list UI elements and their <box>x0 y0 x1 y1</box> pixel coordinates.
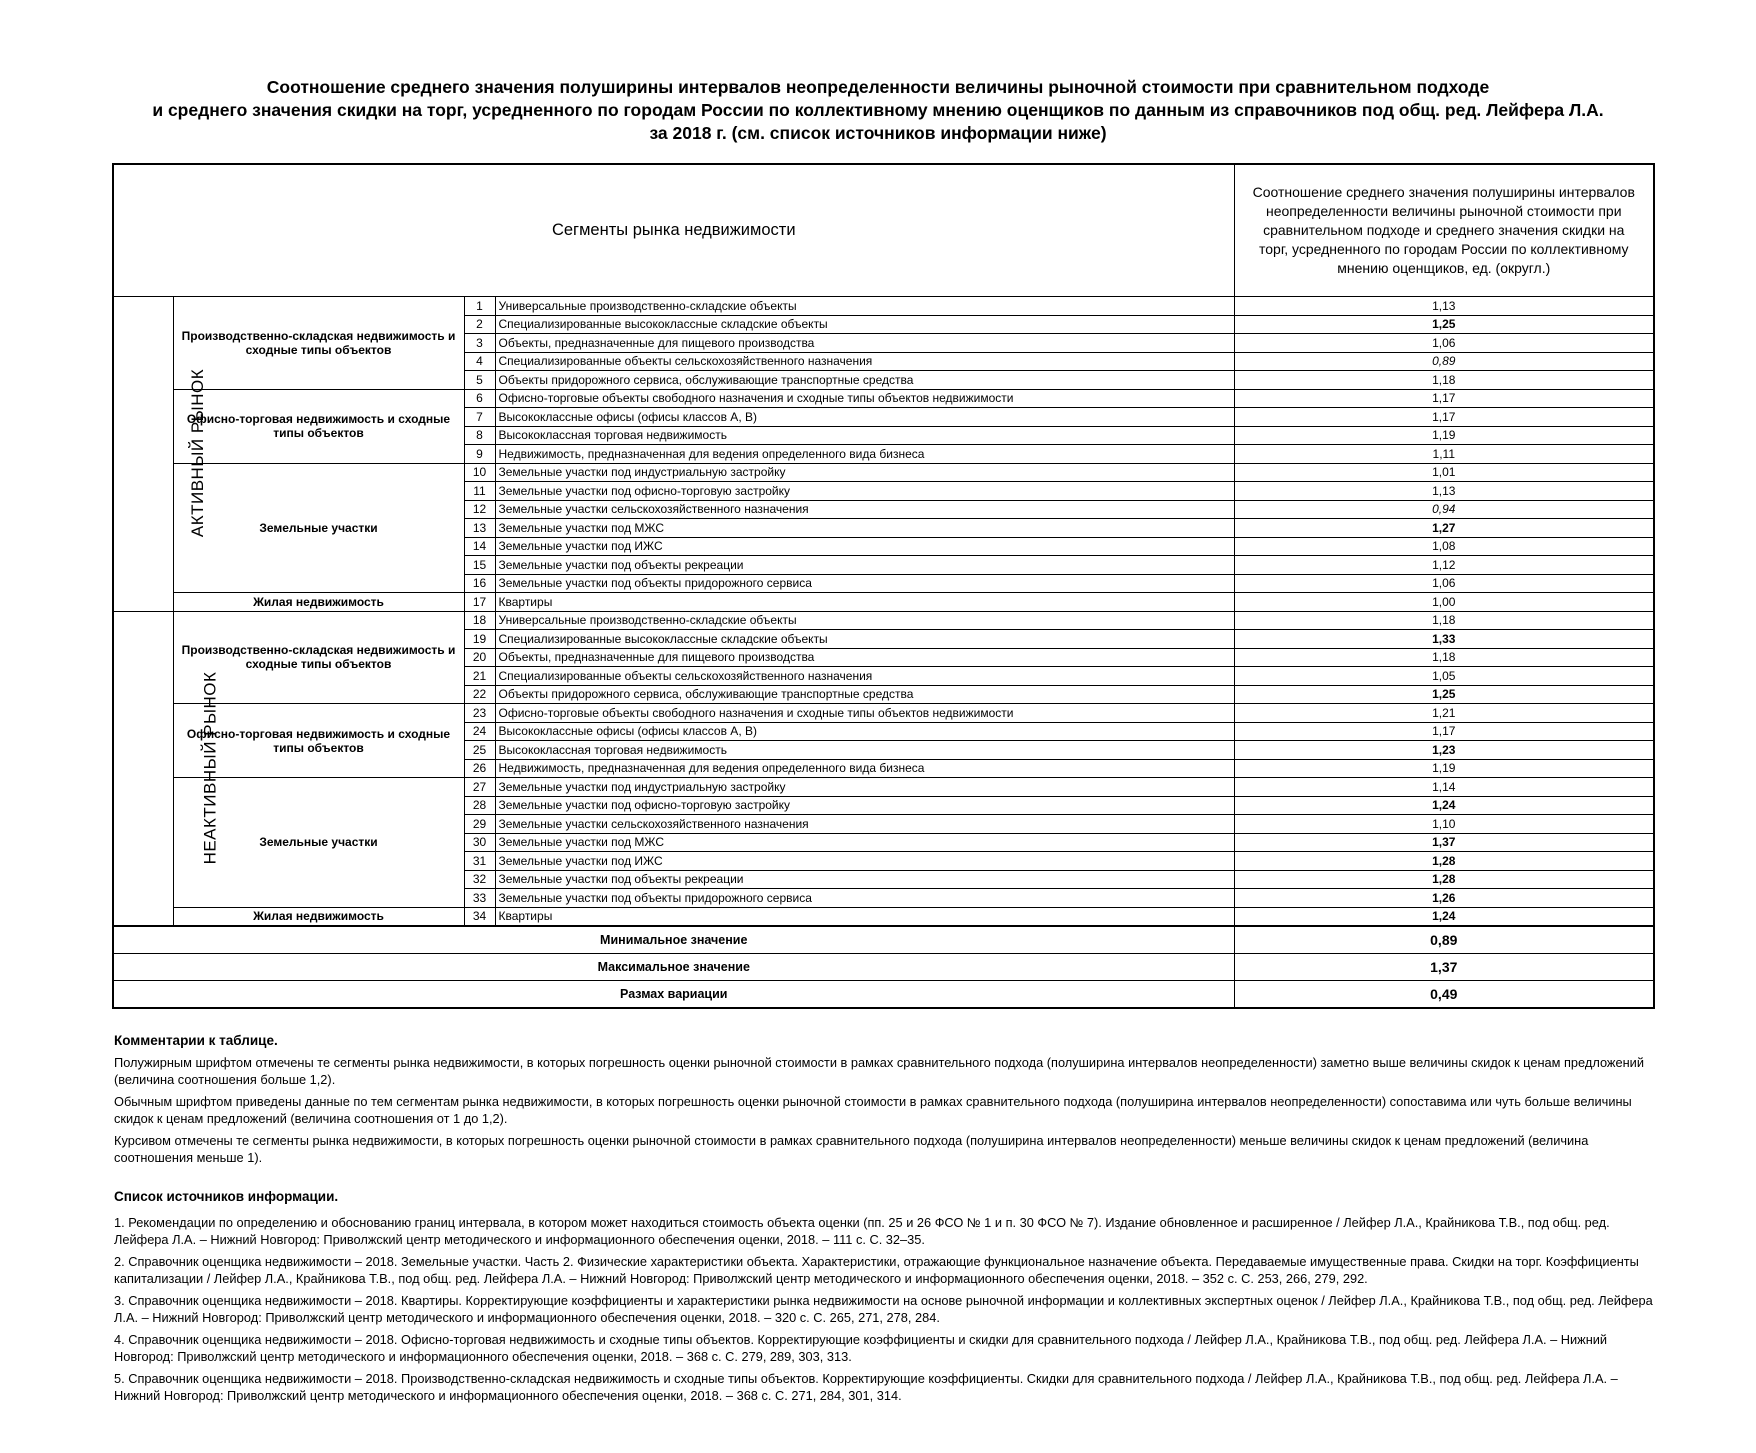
ratio-value: 1,06 <box>1234 574 1654 593</box>
ratio-value: 1,18 <box>1234 371 1654 390</box>
segment-name: Земельные участки под объекты придорожного сервиса <box>495 889 1234 908</box>
row-number: 4 <box>464 352 495 371</box>
page-title <box>60 76 1696 145</box>
ratio-value: 1,06 <box>1234 334 1654 353</box>
ratio-value: 1,24 <box>1234 796 1654 815</box>
ratio-value: 1,25 <box>1234 685 1654 704</box>
table-row <box>113 463 1654 482</box>
row-number: 31 <box>464 852 495 871</box>
segment-name: Земельные участки под офисно-торговую застройку <box>495 482 1234 501</box>
row-number: 33 <box>464 889 495 908</box>
summary-value: 0,49 <box>1234 981 1654 1009</box>
segment-name: Высококлассные офисы (офисы классов А, В) <box>495 722 1234 741</box>
row-number: 6 <box>464 389 495 408</box>
table-row <box>113 704 1654 723</box>
summary-row <box>113 954 1654 981</box>
segment-name: Земельные участки под индустриальную застройку <box>495 463 1234 482</box>
ratio-value: 1,21 <box>1234 704 1654 723</box>
row-number: 20 <box>464 648 495 667</box>
table-row <box>113 611 1654 630</box>
segment-name: Земельные участки под индустриальную застройку <box>495 778 1234 797</box>
row-number: 24 <box>464 722 495 741</box>
ratio-value: 1,19 <box>1234 759 1654 778</box>
ratio-value: 1,19 <box>1234 426 1654 445</box>
segment-name: Высококлассная торговая недвижимость <box>495 426 1234 445</box>
table-header-row <box>113 164 1654 297</box>
row-number: 23 <box>464 704 495 723</box>
row-number: 28 <box>464 796 495 815</box>
summary-value: 0,89 <box>1234 926 1654 954</box>
notes <box>114 1032 1659 1409</box>
ratio-value: 0,94 <box>1234 500 1654 519</box>
source-item: 2. Справочник оценщика недвижимости – 2018. Земельные участки. Часть 2. Физические характеристики объекта. Характеристики, отражающие функциональное назначение объекта. Передаваемые имущественные права. Скидки на торг. Коэффициенты капитализации / Лейфер Л.А., Крайникова Т.В., под общ. ред. Лейфера Л.А. – Нижний Новгород: Приволжский центр методического и информационного обеспечения оценки, 2018. – 352 с. С. 253, 266, 279, 292. <box>114 1254 1639 1286</box>
segment-name: Универсальные производственно-складские объекты <box>495 611 1234 630</box>
row-number: 1 <box>464 297 495 316</box>
segment-name: Объекты, предназначенные для пищевого производства <box>495 334 1234 353</box>
ratio-value: 1,17 <box>1234 389 1654 408</box>
title-line-2: и среднего значения скидки на торг, усредненного по городам России по коллективному мнению оценщиков по данным из справочников под общ. ред. Лейфера Л.А. <box>152 100 1604 120</box>
ratio-value: 1,17 <box>1234 722 1654 741</box>
segment-name: Высококлассная торговая недвижимость <box>495 741 1234 760</box>
ratio-value: 1,33 <box>1234 630 1654 649</box>
table-row <box>113 778 1654 797</box>
row-number: 17 <box>464 593 495 612</box>
row-number: 5 <box>464 371 495 390</box>
ratio-value: 1,14 <box>1234 778 1654 797</box>
market-label <box>113 297 208 612</box>
header-segments: Сегменты рынка недвижимости <box>113 164 1234 297</box>
market-label <box>113 611 220 926</box>
ratio-value: 1,10 <box>1234 815 1654 834</box>
segment-name: Объекты, предназначенные для пищевого производства <box>495 648 1234 667</box>
ratio-value: 1,00 <box>1234 593 1654 612</box>
ratio-value: 1,28 <box>1234 870 1654 889</box>
ratio-value: 1,01 <box>1234 463 1654 482</box>
segment-name: Универсальные производственно-складские объекты <box>495 297 1234 316</box>
row-number: 19 <box>464 630 495 649</box>
comments-title: Комментарии к таблице. <box>114 1033 278 1048</box>
segment-group: Жилая недвижимость <box>173 593 464 612</box>
segment-name: Специализированные высококлассные складские объекты <box>495 630 1234 649</box>
segment-name: Земельные участки под офисно-торговую застройку <box>495 796 1234 815</box>
market-label-text: НЕАКТИВНЫЙ РЫНОК <box>200 671 220 865</box>
segment-name: Земельные участки сельскохозяйственного назначения <box>495 500 1234 519</box>
header-value: Соотношение среднего значения полуширины интервалов неопределенности величины рыночной стоимости при сравнительном подходе и среднего значения скидки на торг, усредненного по городам России по коллективному мнению оценщиков, ед. (округл.) <box>1234 164 1654 297</box>
ratio-value: 1,13 <box>1234 297 1654 316</box>
row-number: 29 <box>464 815 495 834</box>
segment-group: Земельные участки <box>173 778 464 908</box>
segment-name: Специализированные объекты сельскохозяйственного назначения <box>495 667 1234 686</box>
ratio-value: 1,26 <box>1234 889 1654 908</box>
table-row <box>113 907 1654 926</box>
table-row <box>113 389 1654 408</box>
source-item: 3. Справочник оценщика недвижимости – 2018. Квартиры. Корректирующие коэффициенты и характеристики рынка недвижимости на основе рыночной информации и коллективных экспертных оценок / Лейфер Л.А., Крайникова Т.В., под общ. ред. Лейфера Л.А. – Нижний Новгород: Приволжский центр методического и информационного обеспечения оценки, 2018. – 320 с. С. 265, 271, 278, 284. <box>114 1293 1653 1325</box>
ratio-value: 0,89 <box>1234 352 1654 371</box>
segment-name: Специализированные объекты сельскохозяйственного назначения <box>495 352 1234 371</box>
row-number: 30 <box>464 833 495 852</box>
comment-italic: Курсивом отмечены те сегменты рынка недвижимости, в которых погрешность оценки рыночной стоимости в рамках сравнительного подхода (полуширина интервалов неопределенности) меньше величины скидок к ценам предложений (величина соотношения меньше 1). <box>114 1133 1589 1165</box>
comment-bold: Полужирным шрифтом отмечены те сегменты рынка недвижимости, в которых погрешность оценки рыночной стоимости в рамках сравнительного подхода (полуширина интервалов неопределенности) заметно выше величины скидок к ценам предложений (величина соотношения больше 1,2). <box>114 1055 1644 1087</box>
segment-group: Земельные участки <box>173 463 464 593</box>
segment-name: Земельные участки под МЖС <box>495 519 1234 538</box>
segment-name: Квартиры <box>495 593 1234 612</box>
segment-name: Земельные участки под объекты придорожного сервиса <box>495 574 1234 593</box>
ratio-value: 1,18 <box>1234 611 1654 630</box>
row-number: 9 <box>464 445 495 464</box>
market-label-text: АКТИВНЫЙ РЫНОК <box>188 369 208 538</box>
segment-name: Офисно-торговые объекты свободного назначения и сходные типы объектов недвижимости <box>495 389 1234 408</box>
summary-label: Размах вариации <box>113 981 1234 1009</box>
segment-name: Земельные участки под МЖС <box>495 833 1234 852</box>
segment-name: Специализированные высококлассные складские объекты <box>495 315 1234 334</box>
segment-name: Недвижимость, предназначенная для ведения определенного вида бизнеса <box>495 759 1234 778</box>
ratio-value: 1,23 <box>1234 741 1654 760</box>
row-number: 3 <box>464 334 495 353</box>
table-row <box>113 297 1654 316</box>
segment-group: Офисно-торговая недвижимость и сходные типы объектов <box>173 389 464 463</box>
summary-label: Минимальное значение <box>113 926 1234 954</box>
segment-name: Квартиры <box>495 907 1234 926</box>
ratio-value: 1,08 <box>1234 537 1654 556</box>
segment-group: Жилая недвижимость <box>173 907 464 926</box>
row-number: 25 <box>464 741 495 760</box>
row-number: 27 <box>464 778 495 797</box>
source-item: 5. Справочник оценщика недвижимости – 2018. Производственно-складская недвижимость и сходные типы объектов. Корректирующие коэффициенты. Скидки для сравнительного подхода / Лейфер Л.А., Крайникова Т.В., под общ. ред. Лейфера Л.А. – Нижний Новгород: Приволжский центр методического и информационного обеспечения оценки, 2018. – 368 с. С. 271, 284, 301, 314. <box>114 1371 1618 1403</box>
segment-name: Недвижимость, предназначенная для ведения определенного вида бизнеса <box>495 445 1234 464</box>
ratio-value: 1,05 <box>1234 667 1654 686</box>
row-number: 34 <box>464 907 495 926</box>
summary-row <box>113 926 1654 954</box>
row-number: 2 <box>464 315 495 334</box>
source-item: 4. Справочник оценщика недвижимости – 2018. Офисно-торговая недвижимость и сходные типы объектов. Корректирующие коэффициенты и скидки для сравнительного подхода / Лейфер Л.А., Крайникова Т.В., под общ. ред. Лейфера Л.А. – Нижний Новгород: Приволжский центр методического и информационного обеспечения оценки, 2018. – 368 с. С. 279, 289, 303, 313. <box>114 1332 1608 1364</box>
source-item: 1. Рекомендации по определению и обоснованию границ интервала, в котором может находиться стоимость объекта оценки (пп. 25 и 26 ФСО № 1 и п. 30 ФСО № 7). Издание обновленное и расширенное / Лейфер Л.А., Крайникова Т.В., под общ. ред. Лейфера Л.А. – Нижний Новгород: Приволжский центр методического и информационного обеспечения оценки, 2018. – 111 с. С. 32–35. <box>114 1215 1610 1247</box>
row-number: 18 <box>464 611 495 630</box>
segment-group: Производственно-складская недвижимость и сходные типы объектов <box>173 611 464 704</box>
ratio-value: 1,37 <box>1234 833 1654 852</box>
ratio-value: 1,17 <box>1234 408 1654 427</box>
ratio-value: 1,28 <box>1234 852 1654 871</box>
row-number: 10 <box>464 463 495 482</box>
ratio-value: 1,25 <box>1234 315 1654 334</box>
segment-name: Объекты придорожного сервиса, обслуживающие транспортные средства <box>495 685 1234 704</box>
segment-group: Производственно-складская недвижимость и сходные типы объектов <box>173 297 464 390</box>
row-number: 32 <box>464 870 495 889</box>
row-number: 11 <box>464 482 495 501</box>
row-number: 13 <box>464 519 495 538</box>
ratio-value: 1,24 <box>1234 907 1654 926</box>
title-line-3: за 2018 г. (см. список источников информации ниже) <box>649 123 1107 143</box>
segment-name: Офисно-торговые объекты свободного назначения и сходные типы объектов недвижимости <box>495 704 1234 723</box>
segment-name: Земельные участки под ИЖС <box>495 852 1234 871</box>
row-number: 21 <box>464 667 495 686</box>
segment-name: Объекты придорожного сервиса, обслуживающие транспортные средства <box>495 371 1234 390</box>
ratio-value: 1,27 <box>1234 519 1654 538</box>
row-number: 22 <box>464 685 495 704</box>
ratio-value: 1,12 <box>1234 556 1654 575</box>
comment-regular: Обычным шрифтом приведены данные по тем сегментам рынка недвижимости, в которых погрешность оценки рыночной стоимости в рамках сравнительного подхода (полуширина интервалов неопределенности) сопоставима или чуть больше величины скидок к ценам предложений (величина соотношения от 1 до 1,2). <box>114 1094 1632 1126</box>
segment-name: Земельные участки под ИЖС <box>495 537 1234 556</box>
row-number: 7 <box>464 408 495 427</box>
table-row <box>113 593 1654 612</box>
segment-name: Высококлассные офисы (офисы классов А, В) <box>495 408 1234 427</box>
ratio-value: 1,18 <box>1234 648 1654 667</box>
segment-name: Земельные участки под объекты рекреации <box>495 556 1234 575</box>
row-number: 15 <box>464 556 495 575</box>
summary-label: Максимальное значение <box>113 954 1234 981</box>
row-number: 26 <box>464 759 495 778</box>
row-number: 16 <box>464 574 495 593</box>
summary-row <box>113 981 1654 1009</box>
summary-value: 1,37 <box>1234 954 1654 981</box>
segment-name: Земельные участки под объекты рекреации <box>495 870 1234 889</box>
row-number: 12 <box>464 500 495 519</box>
row-number: 8 <box>464 426 495 445</box>
segment-group: Офисно-торговая недвижимость и сходные типы объектов <box>173 704 464 778</box>
row-number: 14 <box>464 537 495 556</box>
ratio-table <box>112 163 1655 1009</box>
ratio-value: 1,13 <box>1234 482 1654 501</box>
sources-title: Список источников информации. <box>114 1189 339 1204</box>
ratio-value: 1,11 <box>1234 445 1654 464</box>
title-line-1: Соотношение среднего значения полуширины интервалов неопределенности величины рыночной стоимости при сравнительном подходе <box>266 77 1490 97</box>
segment-name: Земельные участки сельскохозяйственного назначения <box>495 815 1234 834</box>
